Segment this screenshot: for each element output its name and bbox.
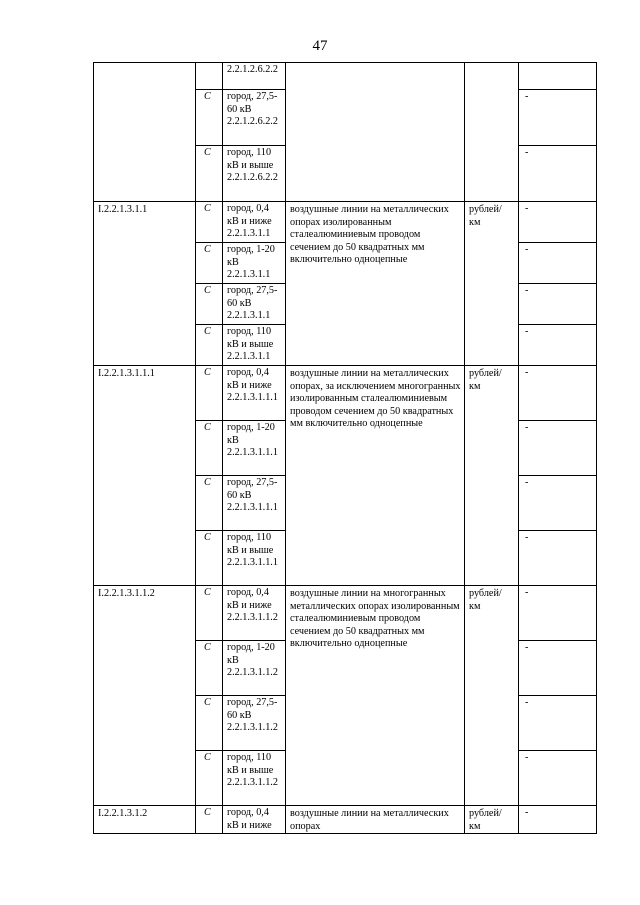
table-row (94, 586, 597, 641)
description-cell (286, 63, 465, 202)
description-cell: воздушные линии на металлических опорах (286, 806, 465, 834)
symbol-cell: С (196, 366, 223, 421)
value-cell: - (519, 325, 597, 366)
location-cell: город, 1-20 кВ 2.2.1.3.1.1.1 (223, 421, 286, 476)
value-cell: - (519, 531, 597, 586)
symbol-cell: С (196, 90, 223, 146)
symbol-cell: С (196, 284, 223, 325)
symbol-cell: С (196, 531, 223, 586)
location-cell: город, 110 кВ и выше 2.2.1.2.6.2.2 (223, 146, 286, 202)
table-row (94, 63, 597, 90)
table-row (94, 202, 597, 243)
value-cell: - (519, 751, 597, 806)
symbol-cell: С (196, 641, 223, 696)
symbol-cell: С (196, 325, 223, 366)
description-cell: воздушные линии на металлических опорах, за исключением многогранных изолированным сталеалюминиевым проводом сечением до 50 квадратных мм включительно одноцепные (286, 366, 465, 586)
table-row (94, 806, 597, 834)
unit-cell: рублей/ км (465, 806, 519, 834)
symbol-cell: С (196, 751, 223, 806)
code-cell: I.2.2.1.3.1.2 (94, 806, 196, 834)
location-cell: город, 0,4 кВ и ниже 2.2.1.3.1.1 (223, 202, 286, 243)
location-cell: город, 110 кВ и выше 2.2.1.3.1.1.2 (223, 751, 286, 806)
table-row (94, 366, 597, 421)
unit-cell: рублей/ км (465, 586, 519, 806)
symbol-cell: С (196, 586, 223, 641)
symbol-cell: С (196, 476, 223, 531)
symbol-cell: С (196, 421, 223, 476)
page-number: 47 (312, 38, 328, 54)
value-cell: - (519, 806, 597, 834)
unit-cell (465, 63, 519, 202)
location-cell: город, 0,4 кВ и ниже (223, 806, 286, 834)
location-cell: город, 27,5-60 кВ 2.2.1.3.1.1.1 (223, 476, 286, 531)
location-cell: город, 110 кВ и выше 2.2.1.3.1.1 (223, 325, 286, 366)
location-cell: город, 0,4 кВ и ниже 2.2.1.3.1.1.2 (223, 586, 286, 641)
value-cell: - (519, 90, 597, 146)
value-cell: - (519, 243, 597, 284)
symbol-cell (196, 63, 223, 90)
value-cell: - (519, 476, 597, 531)
code-cell: I.2.2.1.3.1.1.2 (94, 586, 196, 806)
location-cell: город, 1-20 кВ 2.2.1.3.1.1.2 (223, 641, 286, 696)
description-cell: воздушные линии на металлических опорах изолированным сталеалюминиевым проводом сечением до 50 квадратных мм включительно одноцепные (286, 202, 465, 366)
location-cell: город, 1-20 кВ 2.2.1.3.1.1 (223, 243, 286, 284)
unit-cell: рублей/ км (465, 366, 519, 586)
location-cell: город, 27,5-60 кВ 2.2.1.3.1.1 (223, 284, 286, 325)
location-cell: город, 0,4 кВ и ниже 2.2.1.3.1.1.1 (223, 366, 286, 421)
value-cell: - (519, 202, 597, 243)
symbol-cell: С (196, 696, 223, 751)
symbol-cell: С (196, 202, 223, 243)
tariff-table (93, 62, 597, 834)
code-cell (94, 63, 196, 202)
value-cell: - (519, 641, 597, 696)
description-cell: воздушные линии на многогранных металлических опорах изолированным сталеалюминиевым проводом сечением до 50 квадратных мм включительно одноцепные (286, 586, 465, 806)
code-cell: I.2.2.1.3.1.1.1 (94, 366, 196, 586)
location-cell: город, 110 кВ и выше 2.2.1.3.1.1.1 (223, 531, 286, 586)
location-cell: город, 27,5-60 кВ 2.2.1.3.1.1.2 (223, 696, 286, 751)
value-cell: - (519, 421, 597, 476)
value-cell: - (519, 146, 597, 202)
location-cell: 2.2.1.2.6.2.2 (223, 63, 286, 90)
value-cell (519, 63, 597, 90)
value-cell: - (519, 586, 597, 641)
symbol-cell: С (196, 146, 223, 202)
value-cell: - (519, 284, 597, 325)
symbol-cell: С (196, 806, 223, 834)
value-cell: - (519, 696, 597, 751)
symbol-cell: С (196, 243, 223, 284)
code-cell: I.2.2.1.3.1.1 (94, 202, 196, 366)
location-cell: город, 27,5-60 кВ 2.2.1.2.6.2.2 (223, 90, 286, 146)
value-cell: - (519, 366, 597, 421)
unit-cell: рублей/ км (465, 202, 519, 366)
